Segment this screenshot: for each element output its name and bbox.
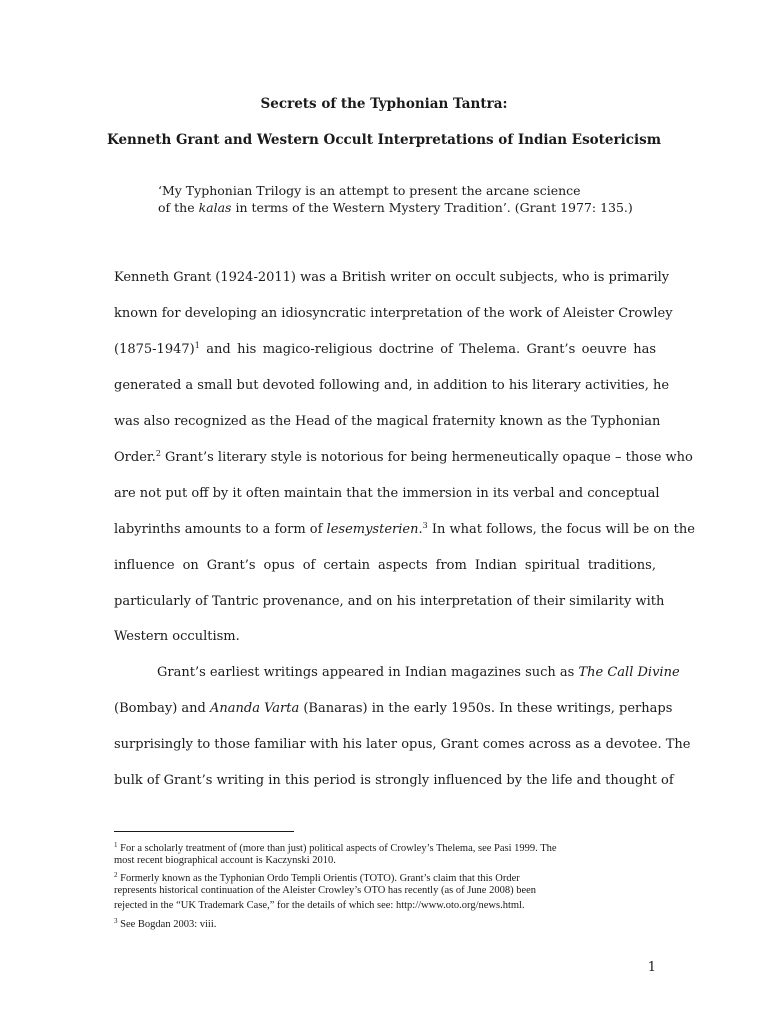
body-text: . [418, 522, 423, 537]
footnote-number: 3 [114, 917, 118, 925]
epigraph-line-1: ‘My Typhonian Trilogy is an attempt to present the arcane science [158, 183, 581, 198]
body-line: are not put off by it often maintain that the immersion in its verbal and conceptual [114, 486, 660, 501]
body-line: known for developing an idiosyncratic interpretation of the work of Aleister Crowley [114, 306, 673, 321]
page-title: Secrets of the Typhonian Tantra: [260, 96, 508, 112]
body-line: Western occultism. [114, 629, 240, 644]
body-text: (Banaras) in the early 1950s. In these writings, perhaps [299, 701, 673, 716]
page-number: 1 [647, 960, 656, 975]
body-text: Grant’s literary style is notorious for being hermeneutically opaque – those who [160, 450, 693, 465]
footnote-number: 1 [114, 841, 118, 849]
body-line [157, 665, 680, 681]
body-emphasis: The Call Divine [578, 665, 680, 680]
footnote-separator [114, 831, 294, 832]
footnote-text: For a scholarly treatment of (more than just) political aspects of Crowley’s Thelema, see Pasi 1999. The [120, 843, 557, 854]
footnote-text: Formerly known as the Typhonian Ordo Templi Orientis (TOTO). Grant’s claim that this Order [120, 873, 520, 884]
body-line [114, 701, 673, 717]
body-text: labyrinths amounts to a form of [114, 522, 327, 537]
body-line [114, 521, 695, 538]
body-line [114, 342, 656, 358]
footnote-line: represents historical continuation of the Aleister Crowley’s OTO has recently (as of June 2008) been [114, 885, 537, 896]
footnote-line: rejected in the “UK Trademark Case,” for the details of which see: http://www.oto.org/news.html. [114, 900, 525, 911]
body-emphasis: lesemysterien [326, 522, 419, 537]
body-text: Order. [114, 450, 156, 465]
footnote-line [114, 869, 659, 885]
body-line: influence on Grant’s opus of certain aspects from Indian spiritual traditions, [114, 558, 656, 573]
epigraph-line-2 [158, 200, 633, 215]
footnote-text: See Bogdan 2003: viii. [120, 919, 217, 930]
epigraph-emphasis: kalas [198, 200, 232, 215]
epigraph-text: in terms of the Western Mystery Tradition’. (Grant 1977: 135.) [231, 200, 633, 215]
footnote-line [114, 915, 659, 931]
body-line [114, 449, 693, 466]
body-text: In what follows, the focus will be on the [427, 522, 695, 537]
footnote-number: 2 [114, 871, 118, 879]
page-subtitle: Kenneth Grant and Western Occult Interpretations of Indian Esotericism [107, 132, 661, 148]
body-line: bulk of Grant’s writing in this period is strongly influenced by the life and thought of [114, 773, 674, 788]
body-line: generated a small but devoted following and, in addition to his literary activities, he [114, 378, 670, 393]
body-line: Kenneth Grant (1924-2011) was a British writer on occult subjects, who is primarily [114, 270, 670, 285]
body-text: Grant’s earliest writings appeared in Indian magazines such as [157, 665, 579, 680]
body-text: and his magico-religious doctrine of Thelema. Grant’s oeuvre has [199, 342, 656, 357]
footnote-line: most recent biographical account is Kaczynski 2010. [114, 855, 336, 866]
footnote-ref[interactable]: 2 [155, 449, 161, 458]
body-line: surprisingly to those familiar with his later opus, Grant comes across as a devotee. The [114, 737, 691, 752]
epigraph-text: of the [158, 200, 199, 215]
body-text: (1875-1947) [114, 342, 195, 357]
footnote-ref[interactable]: 1 [194, 341, 200, 350]
body-line: particularly of Tantric provenance, and on his interpretation of their similarity with [114, 594, 665, 609]
body-text: (Bombay) and [114, 701, 210, 716]
footnote-line [114, 839, 659, 855]
footnote-ref[interactable]: 3 [422, 521, 428, 530]
body-emphasis: Ananda Varta [209, 701, 300, 716]
body-line: was also recognized as the Head of the magical fraternity known as the Typhonian [114, 414, 661, 429]
